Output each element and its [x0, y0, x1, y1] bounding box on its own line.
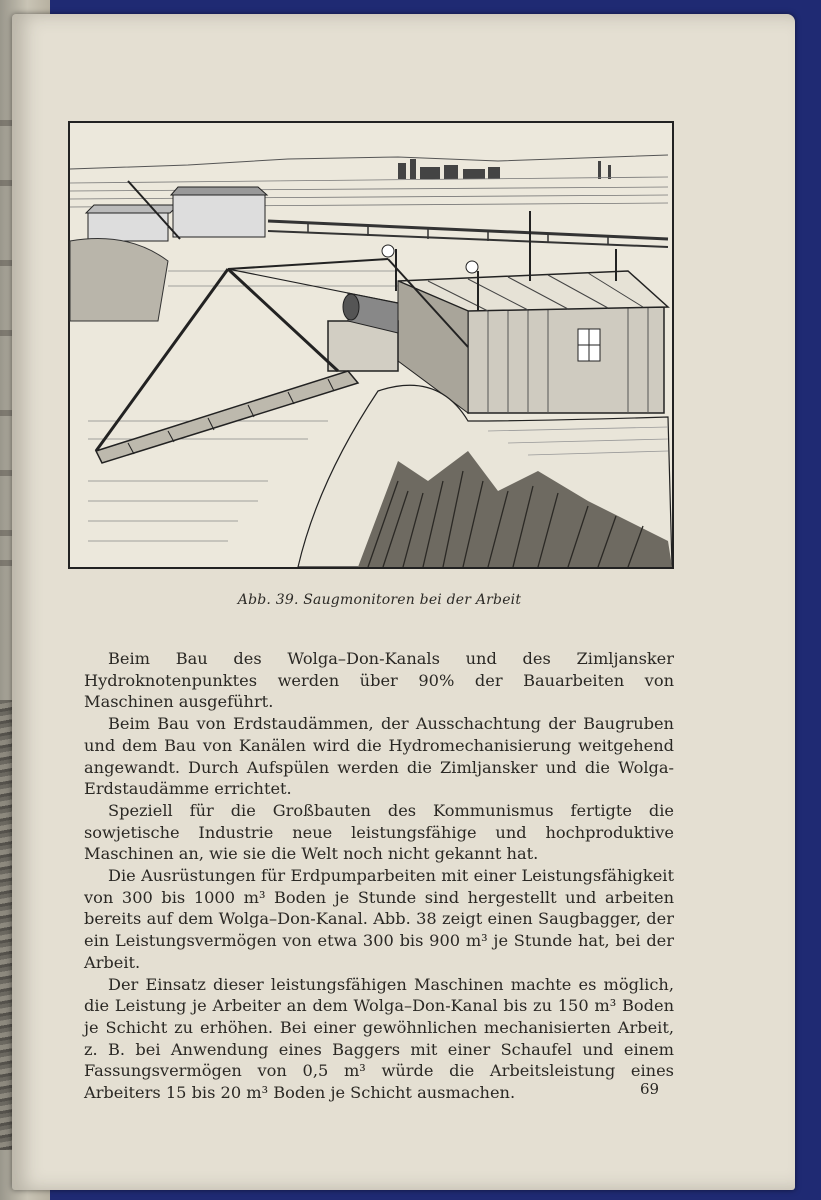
body-text [84, 648, 674, 1104]
dredging-monitor-drawing [68, 121, 674, 569]
book-page [12, 14, 795, 1190]
paragraph: Der Einsatz dieser leistungsfähigen Maschinen machte es möglich, die Leistung je Arbeiter an dem Wolga–Don-Kanal bis zu 150 m³ Boden je Schicht zu erhöhen. Bei einer gewöhnlichen mechanisierten Arbeit, z. B. bei Anwendung eines Baggers mit einer Schaufel und einem Fassungsvermögen von 0,5 m³ würde die Arbeitsleistung eines Arbeiters 15 bis 20 m³ Boden je Schicht ausmachen. [84, 974, 674, 1103]
figure-caption: Abb. 39. Saugmonitoren bei der Arbeit [237, 592, 522, 608]
paragraph: Die Ausrüstungen für Erdpumparbeiten mit einer Leistungsfähigkeit von 300 bis 1000 m³ Boden je Stunde sind hergestellt und arbeiten bereits auf dem Wolga–Don-Kanal. Abb. 38 zeigt einen Saugbagger, der ein Leistungsvermögen von etwa 300 bis 900 m³ je Stunde hat, bei der Arbeit. [84, 866, 674, 972]
paragraph: Beim Bau von Erdstaudämmen, der Ausschachtung der Baugruben und dem Bau von Kanälen wird die Hydromechanisierung weitgehend angewandt. Durch Aufspülen werden die Zimljansker und die Wolga-Erdstaudämme errichtet. [84, 714, 674, 799]
page-number: 69 [640, 1080, 660, 1098]
paragraph: Speziell für die Großbauten des Kommunismus fertigte die sowjetische Industrie neue leistungsfähige und hochproduktive Maschinen an, wie sie die Welt noch nicht gekannt hat. [84, 800, 674, 864]
figure-illustration [68, 121, 674, 569]
paragraph: Beim Bau des Wolga–Don-Kanals und des Zimljansker Hydroknotenpunktes werden über 90% der Bauarbeiten von Maschinen ausgeführt. [84, 649, 674, 712]
